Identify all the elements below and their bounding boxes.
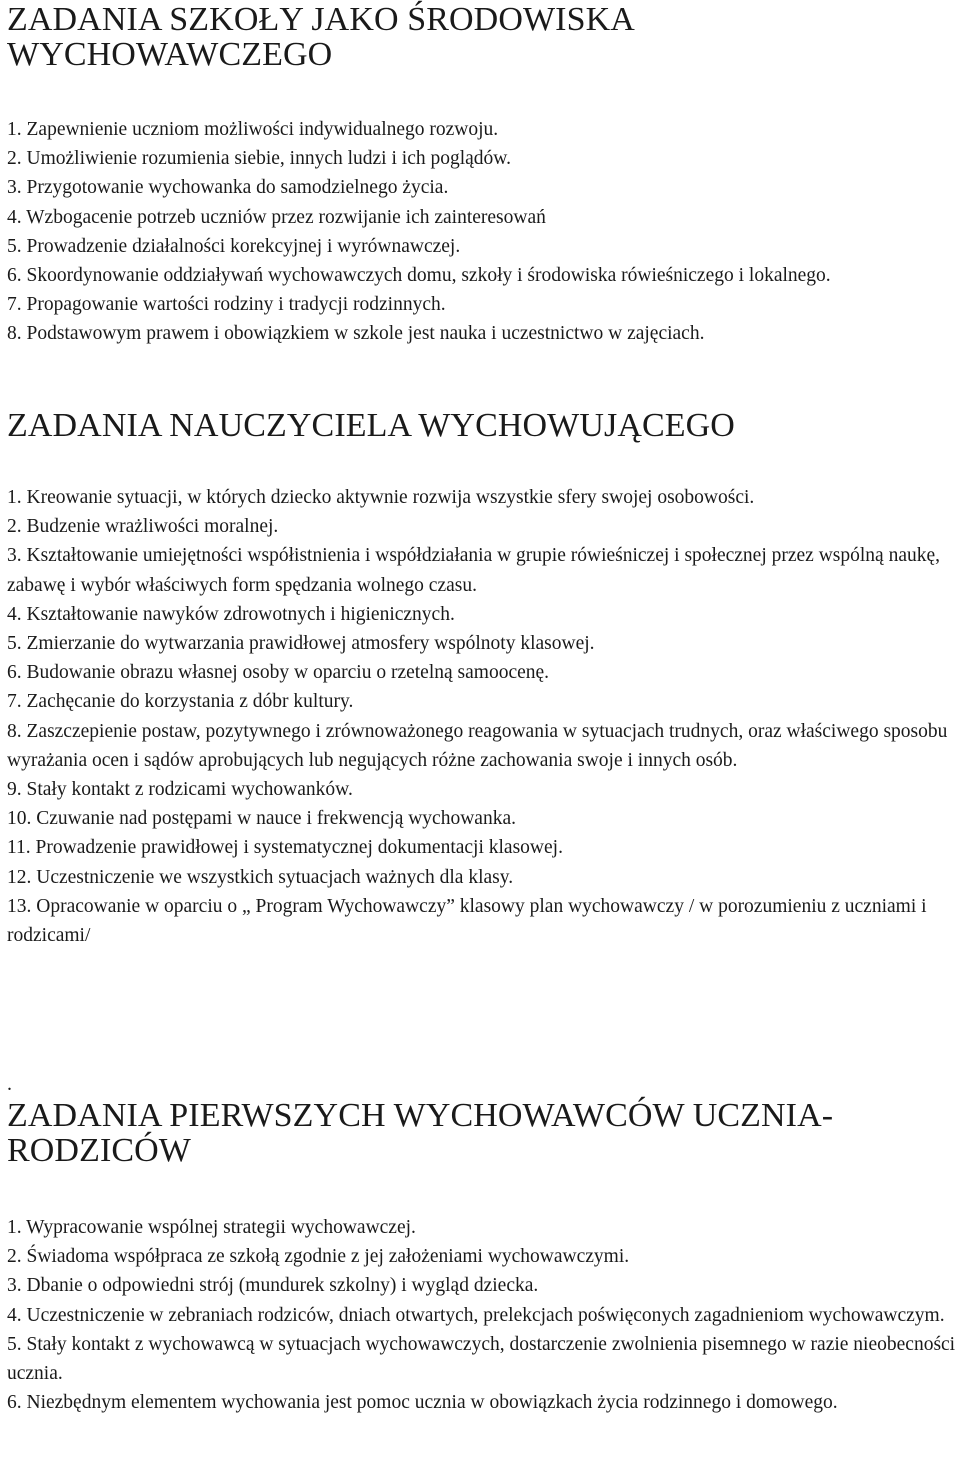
list-item: 6. Budowanie obrazu własnej osoby w oparciu o rzetelną samoocenę. [7, 662, 550, 684]
list-item: 5. Stały kontakt z wychowawcą w sytuacjach wychowawczych, dostarczenie zwolnienia pisemnego w razie nieobecności ucznia. [7, 1333, 956, 1385]
list-item: 6. Niezbędnym elementem wychowania jest pomoc ucznia w obowiązkach życia rodzinnego i domowego. [7, 1392, 838, 1414]
list-item: 4. Wzbogacenie potrzeb uczniów przez rozwijanie ich zainteresowań [7, 206, 546, 228]
list-item: 8. Zaszczepienie postaw, pozytywnego i zrównoważonego reagowania w sytuacjach trudnych, oraz właściwego sposobu wyrażania ocen i sądów aprobujących lub negujących różne zachowania swoje i innych osób. [7, 720, 948, 771]
list-item: 2. Umożliwienie rozumienia siebie, innych ludzi i ich poglądów. [7, 148, 511, 170]
list-item: 5. Prowadzenie działalności korekcyjnej i wyrównawczej. [7, 235, 461, 257]
list-item: 3. Dbanie o odpowiedni strój (mundurek szkolny) i wygląd dziecka. [7, 1275, 539, 1297]
list-item: 7. Propagowanie wartości rodziny i tradycji rodzinnych. [7, 294, 446, 316]
list-item: 7. Zachęcanie do korzystania z dóbr kultury. [7, 691, 354, 713]
section-title-teacher: ZADANIA NAUCZYCIELA WYCHOWUJĄCEGO [7, 407, 735, 444]
list-parent-tasks [7, 1213, 957, 1417]
section-title-school: ZADANIA SZKOŁY JAKO ŚRODOWISKA WYCHOWAWCZEGO [7, 1, 634, 73]
list-item: 2. Budzenie wrażliwości moralnej. [7, 516, 279, 538]
list-item: 2. Świadoma współpraca ze szkołą zgodnie z jej założeniami wychowawczymi. [7, 1246, 630, 1268]
section-title-parents: ZADANIA PIERWSZYCH WYCHOWAWCÓW UCZNIA- RODZICÓW [7, 1097, 834, 1169]
list-item: 8. Podstawowym prawem i obowiązkiem w szkole jest nauka i uczestnictwo w zajęciach. [7, 323, 705, 345]
list-item: 4. Kształtowanie nawyków zdrowotnych i higienicznych. [7, 603, 455, 625]
list-item: 1. Kreowanie sytuacji, w których dziecko aktywnie rozwija wszystkie sfery swojej osobowości. [7, 487, 755, 508]
separator-dot: . [7, 1073, 12, 1095]
list-item: 10. Czuwanie nad postępami w nauce i frekwencją wychowanka. [7, 808, 516, 830]
list-item: 3. Przygotowanie wychowanka do samodzielnego życia. [7, 177, 449, 199]
list-item: 6. Skoordynowanie oddziaływań wychowawczych domu, szkoły i środowiska rówieśniczego i lokalnego. [7, 265, 831, 287]
list-item: 9. Stały kontakt z rodzicami wychowanków. [7, 779, 353, 801]
list-item: 1. Wypracowanie wspólnej strategii wychowawczej. [7, 1217, 416, 1238]
list-item: 11. Prowadzenie prawidłowej i systematycznej dokumentacji klasowej. [7, 837, 563, 859]
list-item: 1. Zapewnienie uczniom możliwości indywidualnego rozwoju. [7, 119, 499, 140]
list-item: 5. Zmierzanie do wytwarzania prawidłowej atmosfery wspólnoty klasowej. [7, 633, 595, 655]
list-item: 4. Uczestniczenie w zebraniach rodziców, dniach otwartych, prelekcjach poświęconych zagadnieniom wychowawczym. [7, 1304, 945, 1326]
list-item: 13. Opracowanie w oparciu o „ Program Wychowawczy” klasowy plan wychowawczy / w porozumieniu z uczniami i rodzicami/ [7, 895, 927, 947]
list-item: 12. Uczestniczenie we wszystkich sytuacjach ważnych dla klasy. [7, 866, 514, 888]
list-teacher-tasks [7, 483, 957, 950]
list-school-tasks [7, 115, 957, 349]
list-item: 3. Kształtowanie umiejętności współistnienia i współdziałania w grupie rówieśniczej i społecznej przez wspólną naukę, zabawę i wybór właściwych form spędzania wolnego czasu. [7, 545, 941, 596]
